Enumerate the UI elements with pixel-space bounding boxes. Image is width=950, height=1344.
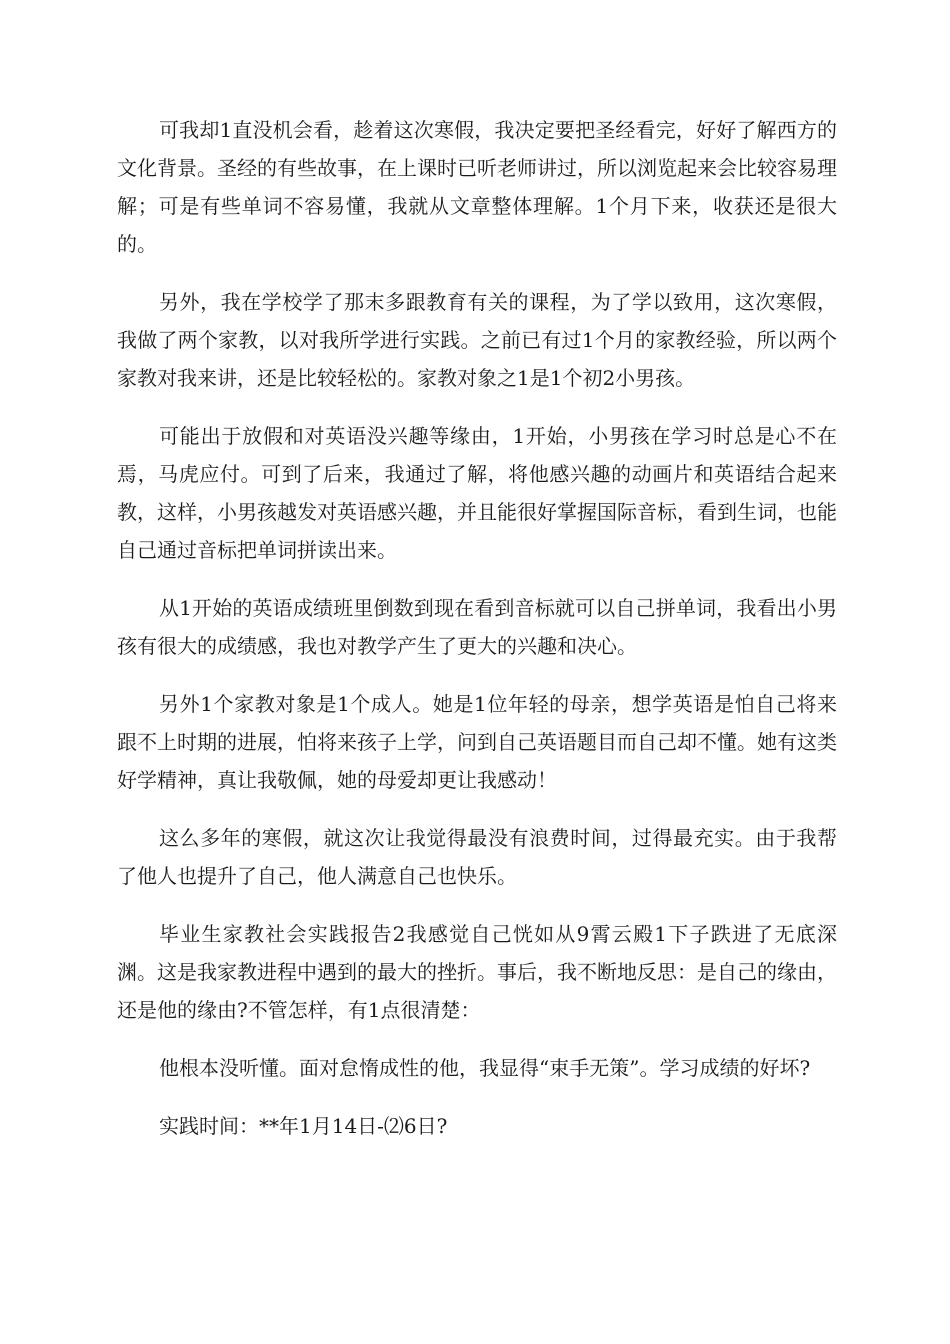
paragraph-9: 实践时间：**年1月14日-⑵6日? [159, 1114, 448, 1138]
paragraph-5: 另外1个家教对象是1个成人。她是1位年轻的母亲，想学英语是怕自己将来跟不上时期的进展，怕将来孩子上学，问到自己英语题目而自己却不懂。她有这类好学精神，真让我敬佩，她的母爱却更让我感动！ [117, 692, 837, 792]
paragraph-1: 可我却1直没机会看，趁着这次寒假，我决定要把圣经看完，好好了解西方的文化背景。圣经的有些故事，在上课时已听老师讲过，所以浏览起来会比较容易理解；可是有些单词不容易懂，我就从文章整体理解。1个月下来，收获还是很大的。 [117, 118, 837, 256]
paragraph-7: 毕业生家教社会实践报告2我感觉自己恍如从9霄云殿1下子跌进了无底深渊。这是我家教进程中遇到的最大的挫折。事后，我不断地反思：是自己的缘由，还是他的缘由?不管怎样，有1点很清楚： [117, 922, 837, 1022]
paragraph-4: 从1开始的英语成绩班里倒数到现在看到音标就可以自己拼单词，我看出小男孩有很大的成绩感，我也对教学产生了更大的兴趣和决心。 [117, 596, 837, 658]
paragraph-3: 可能出于放假和对英语没兴趣等缘由，1开始，小男孩在学习时总是心不在焉，马虎应付。可到了后来，我通过了解，将他感兴趣的动画片和英语结合起来教，这样，小男孩越发对英语感兴趣，并且能很好掌握国际音标，看到生词，也能自己通过音标把单词拼读出来。 [117, 424, 837, 562]
paragraph-6: 这么多年的寒假，就这次让我觉得最没有浪费时间，过得最充实。由于我帮了他人也提升了自己，他人满意自己也快乐。 [117, 826, 837, 888]
paragraph-2: 另外，我在学校学了那末多跟教育有关的课程，为了学以致用，这次寒假，我做了两个家教，以对我所学进行实践。之前已有过1个月的家教经验，所以两个家教对我来讲，还是比较轻松的。家教对象之1是1个初2小男孩。 [117, 290, 837, 390]
paragraph-8: 他根本没听懂。面对怠惰成性的他，我显得“束手无策”。学习成绩的好坏? [159, 1056, 811, 1080]
document-body [117, 111, 837, 1165]
